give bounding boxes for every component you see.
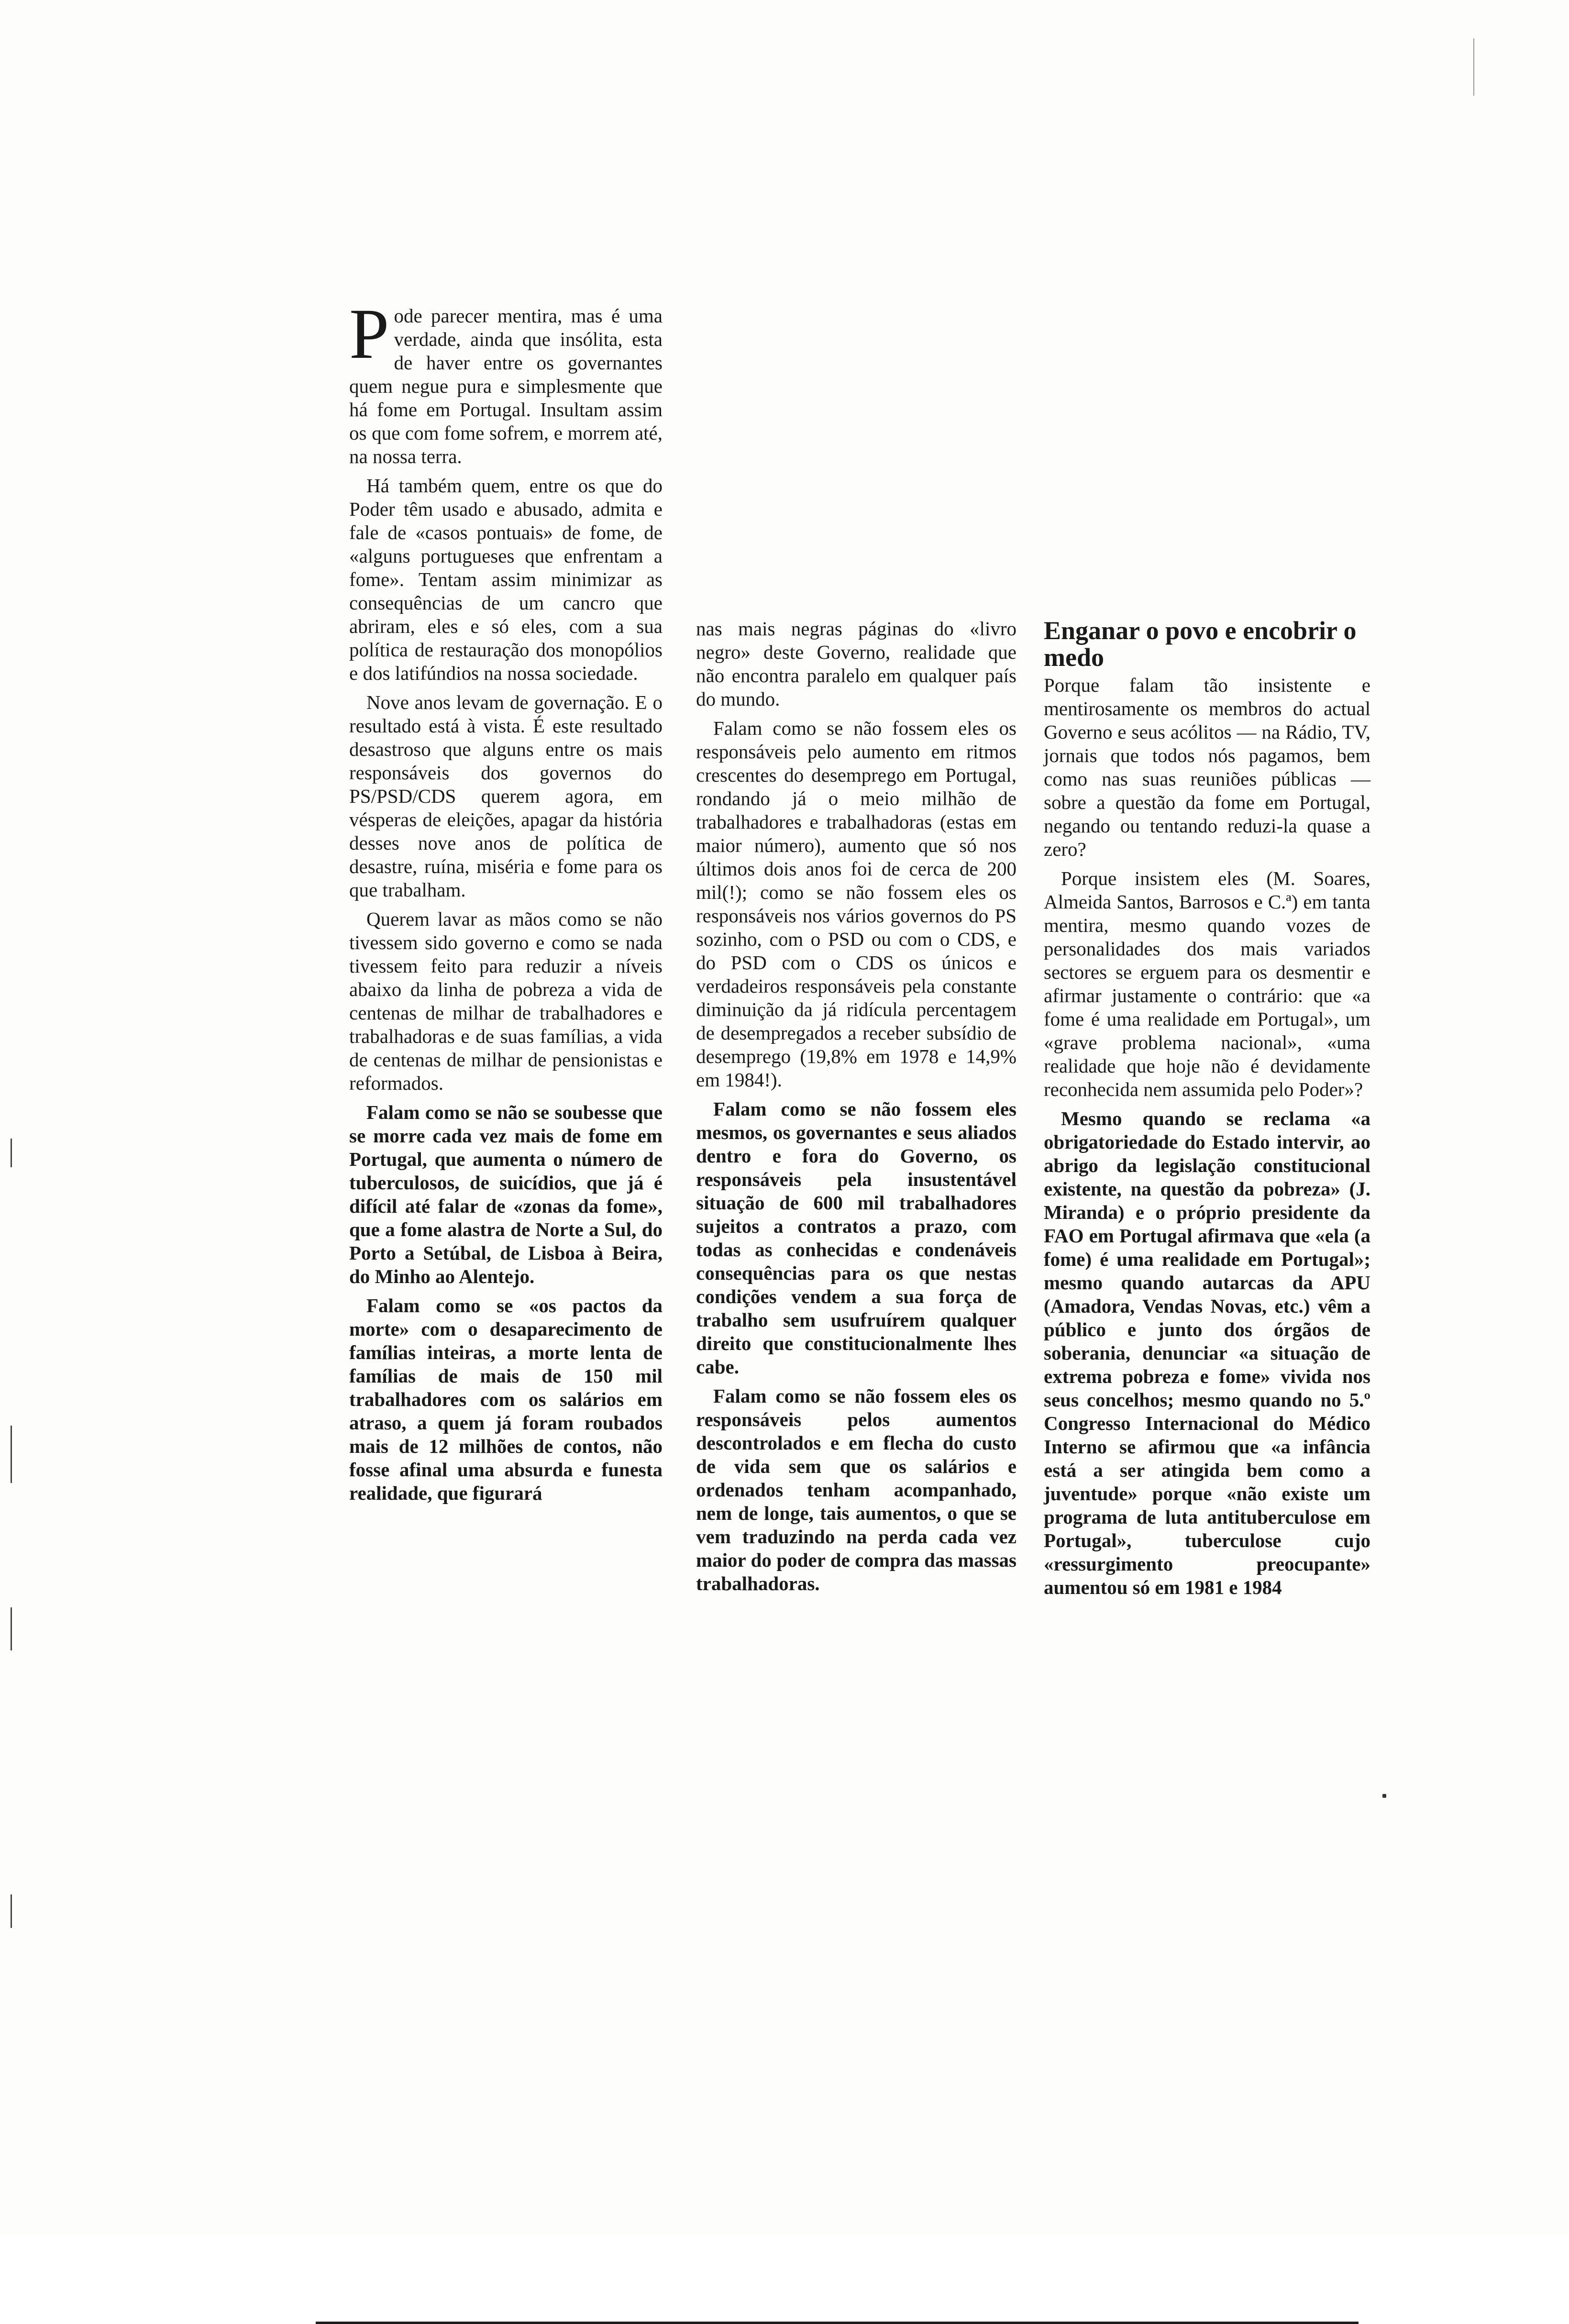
paragraph: Falam como se não fossem eles os responsáveis pelo aumento em ritmos crescentes do desemprego em Portugal, rondando já o meio milhão de trabalhadores e trabalhadoras (estas em maior número), aumento que só nos últimos dois anos foi de cerca de 200 mil(!); como se não fossem eles os responsáveis nos vários governos do PS sozinho, com o PSD ou com o CDS, e do PSD com o CDS os únicos e verdadeiros responsáveis pela constante diminuição da já ridícula percentagem de desempregados a receber subsídio de desemprego (19,8% em 1978 e 14,9% em 1984!).	[696, 717, 1017, 1091]
article-column-1	[349, 294, 663, 1511]
paragraph: Falam como se «os pactos da morte» com o desaparecimento de famílias inteiras, a morte lenta de famílias de mais de 150 mil trabalhadores com os salários em atraso, a quem já foram roubados mais de 12 milhões de contos, não fosse afinal uma absurda e funesta realidade, que figurará	[349, 1295, 663, 1504]
paragraph: Mesmo quando se reclama «a obrigatoriedade do Estado intervir, ao abrigo da legislação constitucional existente, na questão da pobreza» (J. Miranda) e o próprio presidente da FAO em Portugal afirmava que «ela (a fome) é uma realidade em Portugal»; mesmo quando autarcas da APU (Amadora, Vendas Novas, etc.) vêm a público e junto dos órgãos de soberania, denunciar «a situação de extrema pobreza e fome» vivida nos seus concelhos; mesmo quando no 5.º Congresso Internacional do Médico Interno se afirmou que «a infância está a ser atingida bem como a juventude» porque «não existe um programa de luta antituberculose em Portugal», tuberculose cujo «ressurgimento preocupante» aumentou só em 1981 e 1984	[1044, 1107, 1370, 1598]
scan-margin-mark	[1473, 38, 1474, 96]
paragraph: Querem lavar as mãos como se não tivessem sido governo e como se nada tivessem feito para reduzir a níveis abaixo da linha de pobreza a vida de centenas de milhar de trabalhadores e trabalhadoras e de suas famílias, a vida de centenas de milhar de pensionistas e reformados.	[349, 908, 663, 1094]
article-column-2	[696, 617, 1017, 1601]
section-heading: Enganar o povo e encobrir o medo	[1044, 616, 1357, 672]
paragraph: Porque insistem eles (M. Soares, Almeida Santos, Barrosos e C.ª) em tanta mentira, mesmo quando vozes de personalidades dos mais variados sectores se erguem para os desmentir e afirmar justamente o contrário: que «a fome é uma realidade em Portugal», um «grave problema nacional», «uma realidade que hoje não é devidamente reconhecida nem assumida pelo Poder»?	[1044, 867, 1370, 1100]
paragraph	[349, 294, 663, 468]
scan-margin-mark	[11, 1607, 12, 1650]
paragraph: Falam como se não se soubesse que se morre cada vez mais de fome em Portugal, que aumenta o número de tuberculosos, de suicídios, que já é difícil até falar de «zonas da fome», que a fome alastra de Norte a Sul, do Porto a Setúbal, de Lisboa à Beira, do Minho ao Alentejo.	[349, 1101, 663, 1287]
drop-cap: P	[349, 294, 389, 374]
scan-margin-mark	[11, 1894, 12, 1928]
bottom-rule	[316, 2322, 1359, 2324]
scan-margin-mark	[11, 1139, 12, 1167]
paragraph: nas mais negras páginas do «livro negro» deste Governo, realidade que não encontra paralelo em qualquer país do mundo.	[696, 618, 1017, 710]
scan-speck	[1382, 1794, 1386, 1798]
paragraph: Falam como se não fossem eles os responsáveis pelos aumentos descontrolados e em flecha do custo de vida sem que os salários e ordenados tenham acompanhado, nem de longe, tais aumentos, o que se vem traduzindo na perda cada vez maior do poder de compra das massas trabalhadoras.	[696, 1385, 1017, 1594]
scan-margin-mark	[11, 1426, 12, 1483]
paragraph: Há também quem, entre os que do Poder têm usado e abusado, admita e fale de «casos pontuais» de fome, de «alguns portugueses que enfrentam a fome». Tentam assim minimizar as consequências de um cancro que abriram, eles e só eles, com a sua política de restauração dos monopólios e dos latifúndios na nossa sociedade.	[349, 475, 663, 684]
paragraph-text: ode parecer mentira, mas é uma verdade, ainda que insólita, esta de haver entre os governantes quem negue pura e simplesmente que há fome em Portugal. Insultam assim os que com fome sofrem, e morrem até, na nossa terra.	[349, 305, 663, 467]
paragraph: Nove anos levam de governação. E o resultado está à vista. É este resultado desastroso que alguns entre os mais responsáveis dos governos do PS/PSD/CDS querem agora, em vésperas de eleições, apagar da história desses nove anos de política de desastre, ruína, miséria e fome para os que trabalham.	[349, 691, 663, 901]
paragraph: Porque falam tão insistente e mentirosamente os membros do actual Governo e seus acólitos — na Rádio, TV, jornais que todos nós pagamos, bem como nas suas reuniões públicas — sobre a questão da fome em Portugal, negando ou tentando reduzi-la quase a zero?	[1044, 674, 1370, 860]
paragraph: Falam como se não fossem eles mesmos, os governantes e seus aliados dentro e fora do Governo, os responsáveis pela insustentável situação de 600 mil trabalhadores sujeitos a contratos a prazo, com todas as conhecidas e condenáveis consequências para os que nestas condições vendem a sua força de trabalho sem usufruírem qualquer direito que constitucionalmente lhes cabe.	[696, 1098, 1017, 1378]
article-column-3	[1044, 617, 1370, 1605]
